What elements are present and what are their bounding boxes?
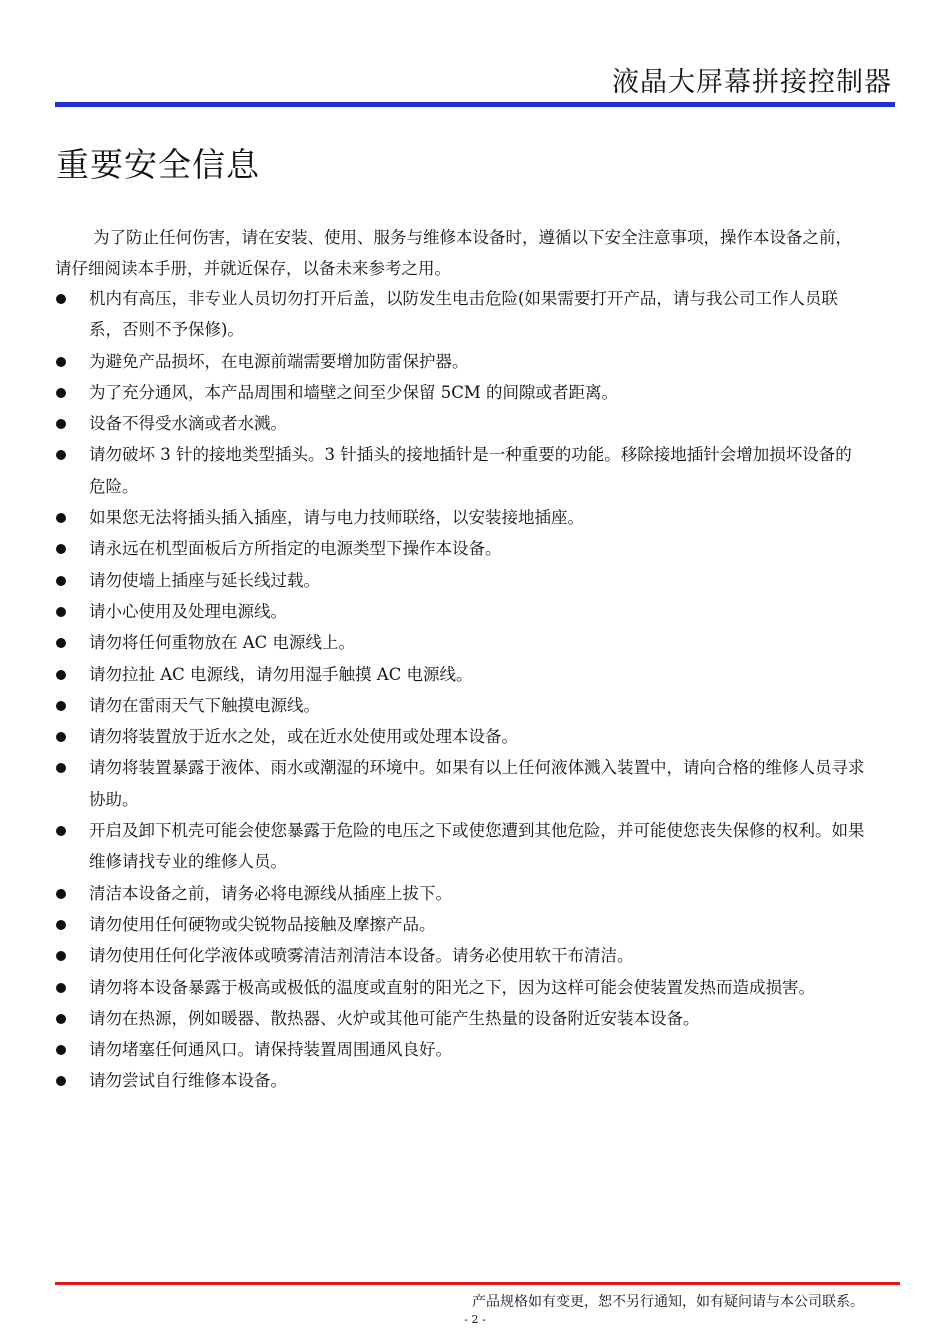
bullet-dot-icon — [56, 544, 66, 554]
bullet-text: 如果您无法将插头插入插座，请与电力技师联络，以安装接地插座。 — [89, 508, 584, 528]
bullet-text: 开启及卸下机壳可能会使您暴露于危险的电压之下或使您遭到其他危险，并可能使您丧失保修的权利。如果维修请找专业的维修人员。 — [89, 821, 865, 872]
bullet-text: 请勿将本设备暴露于极高或极低的温度或直射的阳光之下，因为这样可能会使装置发热而造成损害。 — [89, 977, 815, 997]
bullet-text: 机内有高压，非专业人员切勿打开后盖，以防发生电击危险(如果需要打开产品，请与我公司工作人员联系，否则不予保修)。 — [89, 289, 838, 340]
safety-bullet-item — [55, 815, 867, 878]
bullet-dot-icon — [56, 1076, 66, 1086]
safety-bullet-item — [55, 972, 867, 1003]
intro-paragraph: 为了防止任何伤害，请在安装、使用、服务与维修本设备时，遵循以下安全注意事项，操作本设备之前，请仔细阅读本手册，并就近保存，以备未来参考之用。 — [55, 228, 852, 278]
safety-bullet-item — [55, 690, 867, 721]
bullet-text: 请勿堵塞任何通风口。请保持装置周围通风良好。 — [89, 1040, 452, 1060]
safety-bullet-item — [55, 346, 867, 377]
safety-bullet-item — [55, 940, 867, 971]
safety-bullet-item — [55, 1003, 867, 1034]
bullet-dot-icon — [56, 638, 66, 648]
bullet-dot-icon — [56, 1014, 66, 1024]
bullet-dot-icon — [56, 670, 66, 680]
bullet-dot-icon — [56, 576, 66, 586]
bullet-dot-icon — [56, 294, 66, 304]
safety-bullet-item — [55, 752, 867, 815]
safety-bullet-item — [55, 502, 867, 533]
safety-bullet-item — [55, 1034, 867, 1065]
bullet-dot-icon — [56, 513, 66, 523]
safety-bullet-item — [55, 565, 867, 596]
bullet-text: 请勿使墙上插座与延长线过载。 — [89, 570, 320, 590]
bullet-dot-icon — [56, 983, 66, 993]
safety-bullet-item — [55, 627, 867, 658]
safety-bullet-item — [55, 1065, 867, 1096]
bullet-dot-icon — [56, 419, 66, 429]
safety-bullet-item — [55, 533, 867, 564]
bullet-text: 请勿将任何重物放在 AC 电源线上。 — [89, 633, 356, 653]
safety-bullet-item — [55, 909, 867, 940]
bullet-text: 请勿使用任何硬物或尖锐物品接触及摩擦产品。 — [89, 914, 436, 934]
safety-bullet-item — [55, 596, 867, 627]
bullet-text: 请勿拉扯 AC 电源线，请勿用湿手触摸 AC 电源线。 — [89, 664, 473, 684]
header-divider — [55, 102, 895, 107]
section-title: 重要安全信息 — [56, 145, 260, 184]
bullet-dot-icon — [56, 826, 66, 836]
bullet-text: 请勿在热源，例如暖器、散热器、火炉或其他可能产生热量的设备附近安装本设备。 — [89, 1008, 700, 1028]
document-header-title: 液晶大屏幕拼接控制器 — [612, 67, 892, 98]
bullet-dot-icon — [56, 450, 66, 460]
bullet-dot-icon — [56, 951, 66, 961]
safety-bullet-item — [55, 408, 867, 439]
safety-bullet-item — [55, 721, 867, 752]
bullet-text: 请勿尝试自行维修本设备。 — [89, 1071, 287, 1091]
bullet-dot-icon — [56, 889, 66, 899]
bullet-text: 请永远在机型面板后方所指定的电源类型下操作本设备。 — [89, 539, 502, 559]
bullet-dot-icon — [56, 763, 66, 773]
bullet-text: 请勿在雷雨天气下触摸电源线。 — [89, 695, 320, 715]
bullet-text: 清洁本设备之前，请务必将电源线从插座上拔下。 — [89, 883, 452, 903]
bullet-text: 请勿将装置放于近水之处，或在近水处使用或处理本设备。 — [89, 727, 518, 747]
safety-bullet-item — [55, 659, 867, 690]
bullet-text: 请勿使用任何化学液体或喷雾清洁剂清洁本设备。请务必使用软干布清洁。 — [89, 946, 634, 966]
bullet-dot-icon — [56, 732, 66, 742]
bullet-text: 为了充分通风，本产品周围和墙壁之间至少保留 5CM 的间隙或者距离。 — [89, 382, 619, 402]
bullet-text: 为避免产品损坏，在电源前端需要增加防雷保护器。 — [89, 351, 469, 371]
bullet-dot-icon — [56, 920, 66, 930]
footer-note: 产品规格如有变更，恕不另行通知，如有疑问请与本公司联系。 — [472, 1294, 864, 1310]
footer-divider — [55, 1282, 900, 1285]
bullet-text: 设备不得受水滴或者水溅。 — [89, 414, 287, 434]
safety-bullet-list — [55, 283, 867, 1097]
bullet-text: 请勿破坏 3 针的接地类型插头。3 针插头的接地插针是一种重要的功能。移除接地插针会增加损坏设备的危险。 — [89, 445, 852, 496]
bullet-text: 请小心使用及处理电源线。 — [89, 601, 287, 621]
bullet-dot-icon — [56, 1045, 66, 1055]
bullet-dot-icon — [56, 701, 66, 711]
bullet-dot-icon — [56, 388, 66, 398]
safety-bullet-item — [55, 283, 867, 346]
bullet-dot-icon — [56, 607, 66, 617]
safety-bullet-item — [55, 377, 867, 408]
bullet-text: 请勿将装置暴露于液体、雨水或潮湿的环境中。如果有以上任何液体溅入装置中，请向合格的维修人员寻求协助。 — [89, 758, 865, 809]
safety-bullet-item — [55, 878, 867, 909]
bullet-dot-icon — [56, 357, 66, 367]
safety-bullet-item — [55, 439, 867, 502]
page-number: - 2 - — [464, 1313, 486, 1326]
